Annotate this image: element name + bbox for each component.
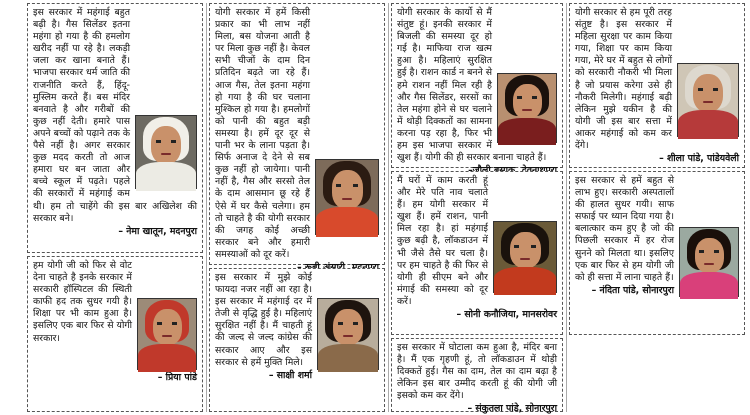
column-divider — [206, 3, 207, 412]
opinion-text: इस सरकार में महंगाई बहुत बढ़ी है। गैस सिलेंडर इतना महंगा हो गया है की हमलोग खरीद नहीं पा रहे है। लकड़ी जला कर खाना बनाते हैं। भाजपा सरकार धर्म जाति की राजनीति करते हैं, हिंदू-मुस्लिम करते हैं। बस मंदिर बनवाते है और गरीबों की कुछ नहीं देती। हमारे पास अपने बच्चों को पढ़ाने तक के पैसे नहीं है। अगर सरकार कुछ मदद करती तो आज हमारा घर बन जाता और बच्चे स्कूल में पढ़ते। पहले की सरकारों में महंगाई कम थी। हम तो चाहेंगे की इस बार अखिलेश की सरकार बने। — [33, 7, 197, 224]
opinion-text: योगी सरकार में हमें किसी प्रकार का भी लाभ नहीं मिला, बस योजना आती है पर मिला कुछ नहीं है। केवल सभी चीजों के दाम दिन प्रतिदिन बढ़ते जा रहे हैं। आज गैस, तेल इतना महंगा हो गया है की घर चलाना मुश्किल हो गया है। हमलोगों को पानी की बहुत बड़ी समस्या है। हमें दूर दूर से पानी भर के लाना पड़ता है। सिर्फ अनाज दे देने से सब कुछ नहीं हो जायेगा। पानी नहीं है, गैस और सरसो तेल के दाम आसमान छू रहे हैं ऐसे में घर कैसे चलेगा। हम तो चाहते है की योगी सरकार की जगह कोई अच्छी सरकार बने और हमारी समस्याओं को दूर करें। — [215, 7, 310, 260]
opinion-box-sheela-pandey — [569, 3, 745, 168]
opinion-text: इस सरकार से हमें बहुत से लाभ हुए। सरकारी अस्पतालों की हालत सुधर गयी। साफ सफाई पर ध्यान दिया गया है। बलात्कार कम हुए है जो की पिछली सरकार में हर रोज सुनने को मिलता था। इसलिए एक बार फिर से हम योगी जी को ही सत्ता में लाना चाहते हैं। — [575, 175, 674, 283]
byline: – साक्षी शर्मा — [268, 369, 312, 381]
opinion-text: योगी सरकार से हम पूरी तरह संतुष्ट है। इस सरकार में महिला सुरक्षा पर काम किया गया, शिक्षा पर काम किया गया, मेरे घर में बहुत से लोगों को सरकारी नौकरी भी मिला है जो प्रयास करेगा उसे ही नौकरी मिलेगी। महंगाई बढ़ी लेकिन मुझे यकीन है की योगी जी इस बार सत्ता में आकर महंगाई को कम कर देंगे। — [575, 7, 672, 152]
byline: – नंदिता पांडे, सोनारपुरा — [591, 284, 674, 296]
byline: – नेमा खातून, मदनपुरा — [118, 225, 197, 237]
opinion-box-nema-khatoon — [27, 3, 203, 253]
byline: – संकुतला पांडे, सोनारपुरा — [467, 403, 557, 415]
portrait-photo — [679, 227, 739, 297]
opinion-text: मैं घरों में काम करती हूं और मेरे पति नाव चलाते हैं। हम योगी सरकार में खुश हैं। हमें राशन, पानी मिल रहा है। हां महंगाई कुछ बढ़ी है, लॉकडाउन में भी जैसे तैसे घर चला है। पर हम चाहते है की फिर से योगी ही सीएम बने और मंगाई की समस्या को दूर करें। — [397, 175, 488, 307]
byline: – प्रिया पांडे — [157, 372, 197, 383]
column-divider — [566, 3, 567, 412]
opinion-text: हम योगी जी को फिर से वोट देना चाहते है इनके सरकार में सरकारी हॉस्पिटल की स्थिती काफी हद तक सुधर गयी है। शिक्षा पर भी काम हुआ है। इसलिए एक बार फिर से योगी सरकार। — [33, 260, 132, 344]
opinion-box-jolly-basak — [391, 3, 563, 168]
portrait-photo — [317, 298, 379, 370]
opinion-box-sakshi-sharma — [209, 268, 385, 412]
opinion-box-sankutla-pandey — [391, 338, 563, 415]
byline: – शीला पांडे, पांडेयवेली — [659, 153, 739, 165]
opinion-box-priya-pandey — [27, 256, 203, 412]
portrait-photo — [137, 298, 197, 370]
byline: – सोनी कनौजिया, मानसरोवर — [456, 309, 557, 321]
opinion-box-ruby-ansari — [209, 3, 385, 265]
opinion-box-nandita-pandey — [569, 171, 745, 335]
portrait-photo — [493, 221, 557, 293]
portrait-photo — [677, 63, 739, 137]
opinion-box-soni-kanojia — [391, 171, 563, 335]
opinion-text: इस सरकार में मुझे कोई फायदा नजर नहीं आ रहा है। इस सरकार में महंगाई दर में तेजी से वृद्धि हुई है। महिलाएं सुरक्षित नहीं है। मैं चाहती हूं की जल्द से जल्द कांग्रेस की सरकार आए और इस सरकार से हमें मुक्ति मिले। — [215, 272, 312, 368]
portrait-photo — [497, 73, 557, 143]
column-divider — [388, 3, 389, 412]
opinion-text: इस सरकार में घोटाला कम हुआ है, मंदिर बना है। मैं एक गृहणी हूं, तो लॉकडाउन में थोड़ी दिक्कतें हुई। गैस का दाम, तेल का दाम बढ़ा है लेकिन इस बार उम्मीद करती हूं की योगी जी इसको कम कर देंगे। — [397, 342, 557, 402]
opinion-text: योगी सरकार के कार्यो से मैं संतुष्ट हूं। इनकी सरकार में बिजली की समस्या दूर हो गई है। माफिया राज खत्म हुआ है। महिलाएं सुरक्षित हुई है। राशन कार्ड न बनने से हमे राशन नहीं मिल रही है और गैस सिलेंडर, सरसों का तेल महंगा होने से घर चलाने में थोड़ी दिक्कतों का सामना करना पड़ रहा है, फिर भी हम इस भाजपा सरकार में खुश हैं। योगी की ही सरकार बनाना चाहते हैं। — [397, 7, 547, 164]
portrait-photo — [315, 159, 379, 235]
portrait-photo — [135, 115, 197, 189]
